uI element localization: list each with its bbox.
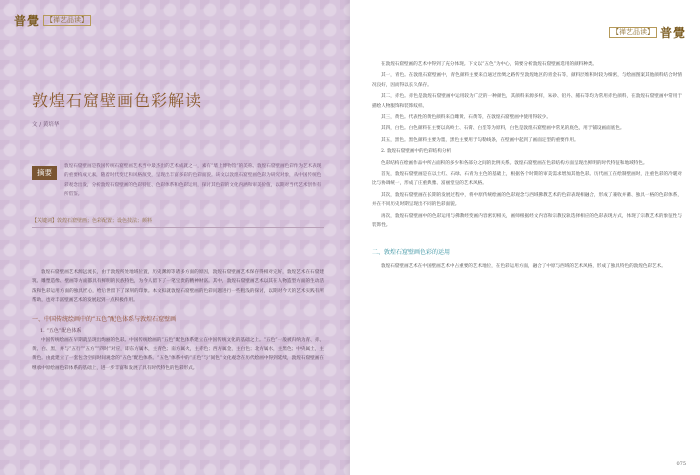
right-paragraph: 其三，黄色。代表性的黄色颜料来自雌黄、石黄等，在敦煌石窟壁画中使用得较少。 (381, 115, 551, 121)
column-tag-right: 【禅艺品读】 (609, 27, 657, 38)
right-page (350, 0, 700, 475)
sub-heading-1-1: 1. “五色”配色体系 (40, 327, 82, 334)
right-paragraph: 在敦煌石窟壁画的艺术中得到了充分体现。下文以“五色”为中心，简要分析敦煌石窟壁画选用的颜料种类。 (381, 62, 598, 67)
right-paragraph: 其二，赤色。赤色是敦煌石窟壁画中运用较为广泛的一种颜色，其颜料来源多样，朱砂、铅丹、赭石等均为常用赤色颜料，在敦煌石窟壁画中常用于描绘人物服饰和装饰纹样。 (372, 94, 682, 109)
author-byline: 文 / 黄培华 (32, 122, 60, 128)
article-title: 敦煌石窟壁画色彩解读 (32, 91, 203, 110)
brand-logo: 普覺 (14, 14, 41, 28)
right-paragraph: 其四，白色。白色颜料在主要以高岭土、石膏、白垩等为原料，白色是敦煌石窟壁画中常见的底色，用于铺设画面底色。 (381, 126, 625, 132)
right-paragraph: 其次，敦煌石窟壁画在长期的发展过程中，将中原传统绘画的色彩观念与西域佛教艺术的色彩表现相融合，形成了兼收并蓄、独具一格的色彩体系，并在不同历史时期呈现出不同的色彩面貌。 (372, 192, 682, 208)
right-body-text (372, 60, 682, 273)
intro-paragraph: 敦煌石窟壁画艺术源远流长，由于敦煌所处地域位置，历史渊源等诸多方面的原因，敦煌石窟壁画艺术保存得相对完好，敦煌艺术在石窟建筑、雕塑造像、壁画等方面都具有鲜明的民族特色，为今人留下了一笔宝贵的精神财富。其中，敦煌石窟壁画艺术以其在人物造型方面的生动活泼和色彩运用方面的独具匠心，给后世留下了深刻的印象。本文拟就敦煌石窟壁画的色彩问题进行一些粗浅的探讨，以期对今天的艺术实践有所帮助，也对丰富壁画艺术的发展起到一点积极作用。 (32, 270, 324, 304)
abstract-text: 敦煌石窟壁画是我国传统石窟壁画艺术当中最杰出的艺术成就之一，素有“墙上博物馆”的美称。敦煌石窟壁画色彩作为艺术表现的重要构成元素，随着时代变迁和风格演变，呈现出丰富多彩的色彩面貌。该文以敦煌石窟壁画色彩为研究对象，从中国传统色彩观念出发，分析敦煌石窟壁画的色彩特征、色彩体系和色彩运用，探讨其色彩的文化内涵和审美价值，以期对当代艺术创作有所借鉴。 (64, 164, 322, 198)
header-brand-left (14, 12, 91, 29)
column-tag: 【禅艺品读】 (43, 15, 91, 26)
brand-logo-right: 普覺 (659, 26, 686, 40)
section-heading-2: 二、敦煌石窟壁画色彩的运用 (372, 248, 451, 256)
left-body-text (32, 268, 324, 375)
section1-paragraph: 中国传统绘画在早期就呈现出绚丽的色彩。中国传统绘画的“五色”配色体系建立在中国传统文化的基础之上。“五色”一般被归纳为青、赤、黄、白、黑，并与“五行”“五方”“四时”对应，即东方属木，主青色；南方属火，主赤色；西方属金，主白色；北方属水，主黑色；中央属土，主黄色。由此建立了一套包含空间时间观念的“五色”配色体系。“五色”体系中的“正色”与“间色”文化观念在历代绘画中得到延续，敦煌石窟壁画在继承中原绘画色彩体系的基础上，进一步丰富和发展了具有时代特色的色彩形式。 (32, 337, 324, 371)
abstract-label: 摘要 (32, 166, 57, 180)
right-paragraph: 首先，敦煌石窟壁画是在以土红、石绿、石青为主色的基础上，根据各个时期的审美需求增加其他色彩。历代画工在绘制壁画时，注重色彩的冷暖对比与协调统一，形成了庄重典雅、富丽堂皇的艺术风格。 (372, 172, 682, 187)
section-heading-1: 一、中国传统绘画中的“五色”配色体系与敦煌石窟壁画 (32, 315, 177, 323)
divider (32, 227, 324, 228)
section2-paragraph: 敦煌石窟壁画艺术在中国壁画艺术中占重要的艺术地位，在色彩运用方面，融合了中原与西域的艺术风格，形成了独具特色的敦煌色彩艺术。 (381, 263, 666, 269)
right-paragraph: 2. 敦煌石窟壁画中的色彩结构分析 (381, 149, 452, 155)
right-paragraph: 其一，青色。在敦煌石窟壁画中，青色颜料主要来自通过丝绸之路传至敦煌地区的青金石等，颜料层堆积时较为细密，与绘画图案其他颜料结合时情况良好，因而得以长久保存。 (372, 73, 682, 88)
keywords-line: 【关键词】敦煌石窟壁画；色彩配置；设色技法；颜料 (32, 218, 153, 224)
right-paragraph: 其五，黑色。黑色颜料主要为墨，黑色主要用于勾勒线条，在壁画中起到了画面定型的重要作用。 (381, 137, 579, 143)
right-paragraph: 色彩结构在绘画作品中所占面积的多少和各部分之间的比例关系。敦煌石窟壁画在色彩结构方面呈现出鲜明的时代特征和地域特色。 (381, 160, 648, 166)
page-number: 075 (676, 461, 686, 467)
right-paragraph: 再次，敦煌石窟壁画中的色彩运用与佛教经变画内容密切相关，画师根据经文内容和宗教仪轨选择相应的色彩表现方式，体现了宗教艺术的象征性与装饰性。 (372, 213, 682, 229)
header-brand-right (609, 24, 686, 41)
